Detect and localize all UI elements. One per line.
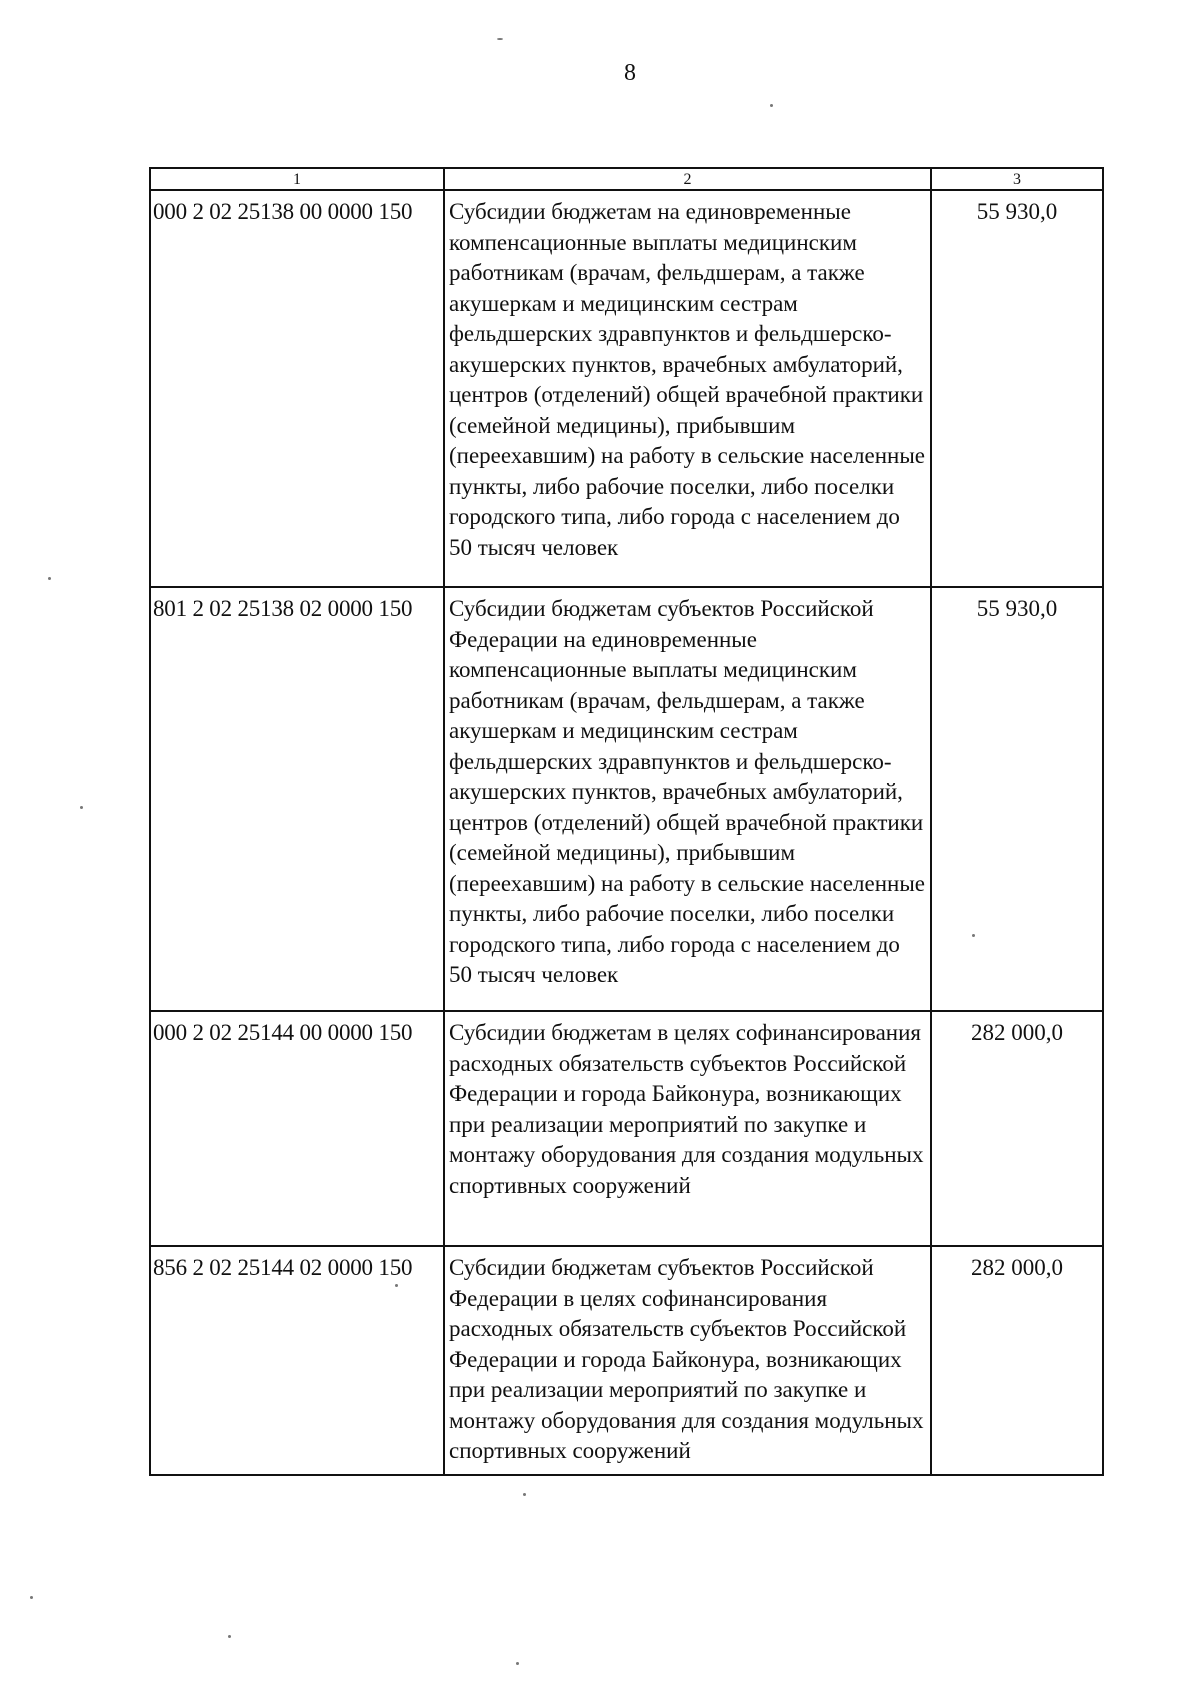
- scan-speck: [395, 1284, 398, 1287]
- scan-speck: [48, 577, 51, 580]
- table-row: [150, 1246, 1103, 1475]
- table-row: [150, 587, 1103, 1011]
- column-header-amount: 3: [931, 168, 1103, 190]
- table-row: [150, 1011, 1103, 1246]
- scan-speck: [972, 934, 975, 937]
- budget-code-cell: 856 2 02 25144 02 0000 150: [150, 1246, 444, 1475]
- scan-speck: [30, 1596, 33, 1599]
- column-header-code: 1: [150, 168, 444, 190]
- scan-speck: [523, 1493, 526, 1496]
- amount-cell: 282 000,0: [931, 1011, 1103, 1246]
- scan-speck: [770, 104, 773, 107]
- budget-table: [149, 167, 1104, 1476]
- page-number: 8: [624, 60, 636, 86]
- amount-cell: 55 930,0: [931, 190, 1103, 587]
- amount-cell: 282 000,0: [931, 1246, 1103, 1475]
- budget-code-cell: 801 2 02 25138 02 0000 150: [150, 587, 444, 1011]
- amount-cell: 55 930,0: [931, 587, 1103, 1011]
- table-header-row: [150, 168, 1103, 190]
- description-cell: Субсидии бюджетам субъектов Российской Федерации на единовременные компенсационные выплаты медицинским работникам (врачам, фельдшерам, а также акушеркам и медицинским сестрам фельдшерских здравпунктов и фельдшерско-акушерских пунктов, врачебных амбулаторий, центров (отделений) общей врачебной практики (семейной медицины), прибывшим (переехавшим) на работу в сельские населенные пункты, либо рабочие поселки, либо поселки городского типа, либо города с населением до 50 тысяч человек: [444, 587, 931, 1011]
- description-cell: Субсидии бюджетам в целях софинансирования расходных обязательств субъектов Российской Федерации и города Байконура, возникающих при реализации мероприятий по закупке и монтажу оборудования для создания модульных спортивных сооружений: [444, 1011, 931, 1246]
- scan-speck: [80, 806, 83, 809]
- scan-speck: [516, 1662, 519, 1665]
- scan-speck: [228, 1635, 231, 1638]
- scan-speck: [497, 38, 503, 40]
- table-row: [150, 190, 1103, 587]
- column-header-description: 2: [444, 168, 931, 190]
- budget-code-cell: 000 2 02 25144 00 0000 150: [150, 1011, 444, 1246]
- description-cell: Субсидии бюджетам на единовременные компенсационные выплаты медицинским работникам (врачам, фельдшерам, а также акушеркам и медицинским сестрам фельдшерских здравпунктов и фельдшерско-акушерских пунктов, врачебных амбулаторий, центров (отделений) общей врачебной практики (семейной медицины), прибывшим (переехавшим) на работу в сельские населенные пункты, либо рабочие поселки, либо поселки городского типа, либо города с населением до 50 тысяч человек: [444, 190, 931, 587]
- budget-code-cell: 000 2 02 25138 00 0000 150: [150, 190, 444, 587]
- description-cell: Субсидии бюджетам субъектов Российской Федерации в целях софинансирования расходных обязательств субъектов Российской Федерации и города Байконура, возникающих при реализации мероприятий по закупке и монтажу оборудования для создания модульных спортивных сооружений: [444, 1246, 931, 1475]
